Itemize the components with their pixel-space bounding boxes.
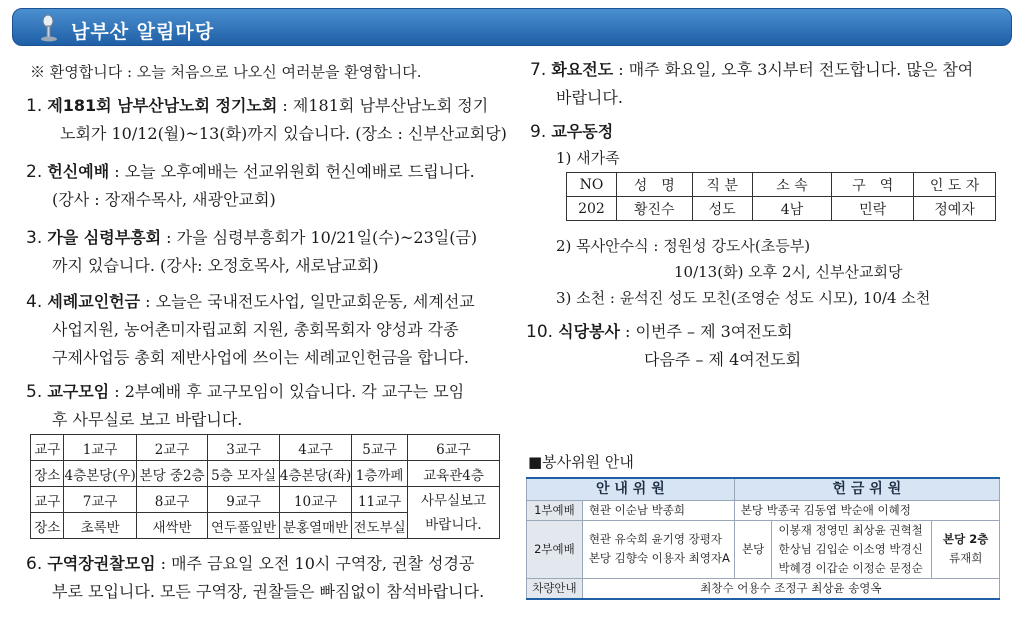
- merged-cell: 사무실보고 바랍니다.: [408, 487, 500, 539]
- volunteer-table: [526, 477, 1000, 600]
- item-9: 9. 교우동정: [530, 122, 614, 142]
- item-4-heading: 세례교인헌금: [47, 292, 141, 311]
- page-title: 남부산 알림마당: [71, 21, 215, 43]
- item-10: 10. 식당봉사 : 이번주 – 제 3여전도회 다음주 – 제 4여전도회: [526, 322, 802, 369]
- item-9-heading: 교우동정: [551, 122, 614, 141]
- table-row: 1부예배 현관 이순남 박종희 본당 박종국 김동엽 박순애 이혜정: [527, 500, 1000, 520]
- item-1-heading: 제181회 남부산남노회 정기노회: [47, 96, 278, 115]
- new-family-table: [566, 172, 996, 221]
- item-5-heading: 교구모임: [47, 382, 110, 401]
- item-10-heading: 식당봉사: [558, 322, 620, 341]
- item-4: 4. 세례교인헌금 : 오늘은 국내전도사업, 일만교회운동, 세계선교 사업지원, 농어촌미자립교회 지원, 총회목회자 양성과 각종 구제사업등 총회 제반사업에 쓰이는 세례교인헌금을 합니다.: [26, 292, 475, 367]
- offering-header: 헌 금 위 원: [734, 478, 999, 500]
- item-3-heading: 가을 심령부흥회: [47, 228, 162, 247]
- item-6-heading: 구역장권찰모임: [47, 554, 156, 573]
- table-row: 장소 4층본당(우) 본당 중2층 5층 모자실 4층본당(좌) 1층까페 교육관4층: [31, 461, 500, 487]
- table-row: NO 성 명 직 분 소 속 구 역 인 도 자: [567, 173, 996, 197]
- item-3: 3. 가을 심령부흥회 : 가을 심령부흥회가 10/21일(수)~23일(금) 까지 있습니다. (강사: 오정호목사, 새로남교회): [26, 228, 478, 275]
- welcome-text: ※ 환영합니다 : 오늘 처음으로 나오신 여러분을 환영합니다.: [30, 63, 422, 81]
- news-passing: 3) 소천 : 윤석진 성도 모친(조영순 성도 시모), 10/4 소천: [556, 289, 931, 307]
- item-7: 7. 화요전도 : 매주 화요일, 오후 3시부터 전도합니다. 많은 참여 바랍니다.: [530, 60, 974, 107]
- table-row: 202 황진수 성도 4남 민락 정예자: [567, 197, 996, 221]
- guide-header: 안 내 위 원: [527, 478, 735, 500]
- news-new-family: 1) 새가족: [556, 149, 620, 167]
- table-row: 차량안내 최창수 어용수 조정구 최상윤 송영옥: [527, 578, 1000, 599]
- table-row: 교구 7교구 8교구 9교구 10교구 11교구 사무실보고 바랍니다.: [31, 487, 500, 513]
- volunteer-title: ■봉사위원 안내: [528, 453, 634, 471]
- table-row: 장소 초록반 새싹반 연두풀잎반 분홍열매반 전도부실: [31, 513, 500, 539]
- item-2: 2. 헌신예배 : 오늘 오후예배는 선교위원회 헌신예배로 드립니다. (강사 : 장재수목사, 새광안교회): [26, 162, 475, 209]
- table-row: 2부예배 현관 유숙희 윤기영 장평자 본당 김향숙 이용자 최영자A 본당 이봉재 정영민 최상윤 권혁철 한상님 김입순 이소영 박경신 박혜경 이갑순 이정순 문정순 본당 2층 류재희: [527, 520, 1000, 578]
- news-ordination-detail: 10/13(화) 오후 2시, 신부산교회당: [674, 263, 903, 281]
- item-7-heading: 화요전도: [551, 60, 614, 79]
- page-header: [12, 8, 1012, 46]
- microphone-icon: [39, 14, 61, 42]
- news-ordination: 2) 목사안수식 : 정원성 강도사(초등부): [556, 237, 811, 255]
- item-6: 6. 구역장권찰모임 : 매주 금요일 오전 10시 구역장, 권찰 성경공 부로 모입니다. 모든 구역장, 권찰들은 빠짐없이 참석바랍니다.: [26, 554, 485, 601]
- item-5: 5. 교구모임 : 2부예배 후 교구모임이 있습니다. 각 교구는 모임 후 사무실로 보고 바랍니다.: [26, 382, 465, 429]
- table-row: 교구 1교구 2교구 3교구 4교구 5교구 6교구: [31, 435, 500, 461]
- group-table: [30, 434, 500, 539]
- table-row: [527, 478, 1000, 500]
- item-1: 1. 제181회 남부산남노회 정기노회 : 제181회 남부산남노회 정기 노회가 10/12(월)~13(화)까지 있습니다. (장소 : 신부산교회당): [26, 96, 507, 143]
- item-2-heading: 헌신예배: [47, 162, 110, 181]
